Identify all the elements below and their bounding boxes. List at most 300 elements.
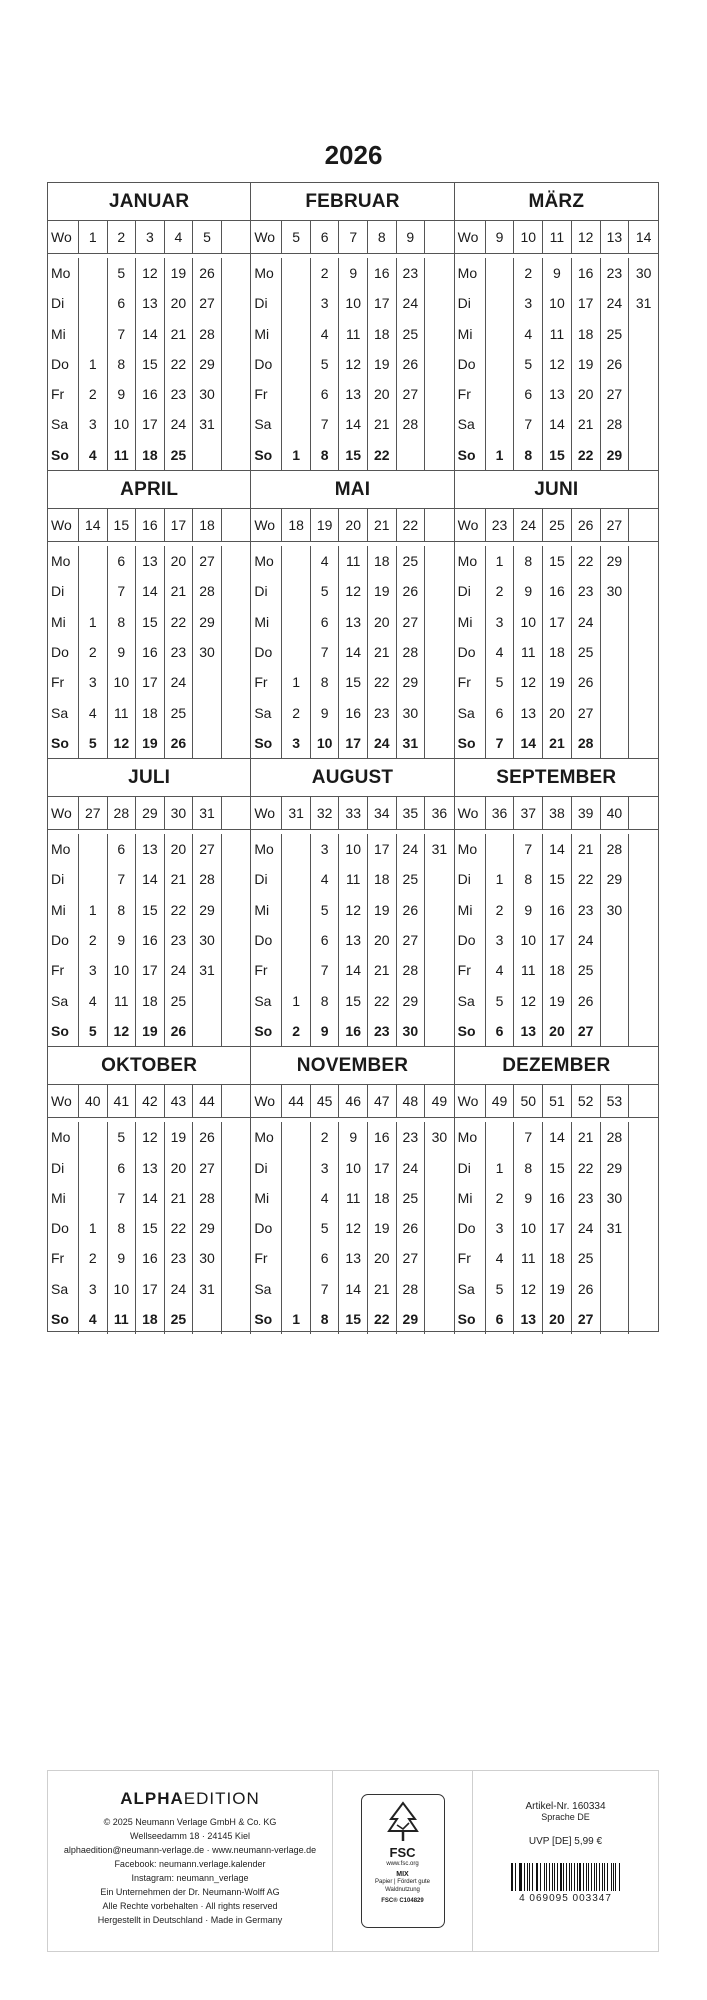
week-label: Wo (48, 1085, 79, 1117)
weekday-label: Mo (254, 1129, 274, 1146)
week-column (193, 1122, 222, 1334)
day-cell (282, 1243, 310, 1273)
week-number-row (48, 221, 250, 254)
week-column (397, 1122, 426, 1334)
day-cell (79, 1153, 107, 1183)
day-cell (222, 1304, 251, 1334)
day-cell: 16 (549, 583, 565, 600)
day-cell: 12 (142, 1129, 158, 1146)
day-cell (425, 1153, 454, 1183)
day-cell: 17 (549, 613, 565, 630)
day-cell (282, 834, 310, 864)
day-cell (425, 576, 454, 606)
day-cell: 8 (524, 553, 533, 570)
day-cell: 26 (606, 355, 623, 372)
day-cell: 5 (524, 355, 533, 372)
month-name: APRIL (48, 471, 250, 509)
barcode-bar (524, 1863, 525, 1891)
month-name: JUNI (455, 471, 658, 509)
week-column (601, 834, 630, 1046)
weekday-label-column (48, 546, 79, 758)
day-cell: 1 (495, 553, 504, 570)
day-cell (629, 728, 658, 758)
day-cell: 24 (373, 734, 390, 751)
week-column (543, 834, 572, 1046)
day-cell: 2 (88, 386, 97, 403)
barcode-bar (511, 1863, 512, 1891)
fsc-mix: MIX (396, 1871, 409, 1878)
day-cell: 24 (402, 295, 419, 312)
weekday-label: So (51, 1022, 69, 1039)
day-cell: 15 (345, 992, 361, 1009)
day-cell: 15 (549, 1159, 565, 1176)
weekday-label: Do (457, 355, 476, 372)
weekday-label: Mo (51, 553, 71, 570)
day-cell (425, 698, 454, 728)
day-cell (425, 1243, 454, 1273)
day-cell: 26 (199, 265, 215, 281)
day-cell: 25 (402, 325, 419, 342)
weekday-label: Mo (254, 553, 274, 570)
day-cell: 17 (373, 841, 390, 858)
day-cell: 6 (117, 295, 126, 312)
day-cell: 9 (553, 265, 561, 281)
barcode-bar (604, 1863, 606, 1891)
weekday-label: Do (51, 355, 69, 372)
day-cell: 25 (606, 325, 623, 342)
day-cell (222, 637, 251, 667)
day-cell (629, 925, 658, 955)
week-column (79, 258, 108, 470)
day-cell: 7 (320, 416, 329, 433)
weekday-label-column (455, 258, 486, 470)
weekday-label: So (457, 1022, 476, 1039)
weekday-label: Di (457, 295, 471, 312)
day-cell: 26 (577, 674, 594, 691)
day-cell (282, 895, 310, 925)
day-cell: 19 (373, 1220, 390, 1237)
day-cell (486, 1122, 514, 1152)
day-cell: 29 (402, 992, 419, 1009)
barcode-bar (563, 1863, 564, 1891)
day-cell: 21 (170, 1189, 187, 1206)
day-cell: 20 (373, 613, 390, 630)
barcode-bar (512, 1863, 513, 1891)
day-cell: 4 (320, 325, 329, 342)
day-grid (455, 254, 658, 470)
week-number-row (251, 509, 453, 542)
barcode-number: 4 069095 003347 (519, 1893, 612, 1904)
week-number: 19 (311, 509, 340, 541)
day-cell: 20 (170, 1159, 187, 1176)
week-column (543, 1122, 572, 1334)
week-number: 20 (339, 509, 368, 541)
weekday-label: Di (51, 295, 65, 312)
day-cell: 23 (373, 704, 390, 721)
weekday-label: Mi (51, 901, 66, 918)
day-cell: 30 (606, 583, 623, 600)
day-cell: 29 (199, 613, 215, 630)
day-cell: 9 (349, 265, 358, 281)
day-cell: 23 (373, 1022, 390, 1039)
weekday-label: Sa (457, 416, 475, 433)
barcode-bar (577, 1863, 578, 1891)
day-cell: 21 (373, 962, 390, 979)
day-cell: 31 (431, 841, 448, 858)
day-cell: 19 (549, 992, 565, 1009)
week-column (629, 1122, 658, 1334)
week-column (165, 834, 194, 1046)
day-cell (629, 1122, 658, 1152)
day-cell (629, 864, 658, 894)
day-cell: 4 (88, 992, 97, 1009)
weekday-label: Mo (254, 265, 274, 281)
day-cell: 16 (373, 1129, 390, 1146)
day-cell: 23 (402, 1129, 419, 1146)
week-number (425, 221, 454, 253)
weekday-label: Mo (457, 1129, 478, 1146)
day-cell: 28 (606, 1129, 623, 1146)
day-cell: 17 (373, 295, 390, 312)
day-cell (79, 1122, 107, 1152)
day-cell: 23 (606, 265, 623, 281)
day-cell: 10 (345, 295, 361, 312)
barcode-bar (591, 1863, 592, 1891)
imprint-line: Wellseedamm 18 · 24145 Kiel (130, 1831, 250, 1841)
week-number: 50 (514, 1085, 543, 1117)
day-cell: 27 (577, 1311, 594, 1328)
day-cell: 16 (345, 704, 361, 721)
week-column (397, 546, 426, 758)
day-cell: 14 (549, 841, 565, 858)
weekday-label-column (251, 834, 282, 1046)
week-column (222, 1122, 251, 1334)
day-cell: 31 (199, 962, 215, 979)
week-column (425, 1122, 454, 1334)
week-column (514, 546, 543, 758)
day-cell (629, 1183, 658, 1213)
day-cell (222, 349, 251, 379)
month-name: NOVEMBER (251, 1047, 453, 1085)
day-cell: 29 (606, 1159, 623, 1176)
week-column (368, 1122, 397, 1334)
barcode-bar (515, 1863, 516, 1891)
weekday-label: Mi (457, 901, 473, 918)
day-cell: 5 (117, 265, 126, 281)
day-cell: 15 (142, 901, 158, 918)
day-cell: 23 (577, 901, 594, 918)
week-number: 27 (79, 797, 108, 829)
week-number: 18 (282, 509, 311, 541)
day-cell: 3 (495, 1220, 504, 1237)
day-cell: 18 (142, 446, 158, 463)
day-cell: 8 (320, 674, 329, 691)
barcode-bar (574, 1863, 575, 1891)
day-cell: 25 (170, 446, 187, 463)
day-cell: 23 (170, 386, 187, 403)
week-number-row (48, 509, 250, 542)
day-cell: 11 (549, 325, 565, 342)
day-cell: 6 (320, 1250, 329, 1267)
imprint-text (48, 1815, 332, 1927)
day-cell: 7 (117, 583, 126, 600)
day-cell: 18 (549, 1250, 565, 1267)
week-column (629, 258, 658, 470)
day-cell (222, 925, 251, 955)
day-cell: 9 (320, 1022, 329, 1039)
day-cell: 22 (373, 674, 390, 691)
day-cell: 4 (88, 704, 97, 721)
week-number: 11 (543, 221, 572, 253)
day-cell: 18 (373, 1189, 390, 1206)
day-cell: 19 (373, 583, 390, 600)
day-cell (222, 834, 251, 864)
week-number: 30 (165, 797, 194, 829)
day-cell: 29 (199, 1220, 215, 1237)
weekday-label: Fr (51, 1250, 65, 1267)
week-column (108, 834, 137, 1046)
day-cell: 26 (199, 1129, 215, 1146)
weekday-label: Do (457, 932, 476, 949)
day-cell: 3 (320, 295, 329, 312)
week-number-row (251, 1085, 453, 1118)
day-cell: 1 (495, 871, 504, 888)
day-cell: 18 (142, 992, 158, 1009)
week-column (486, 258, 515, 470)
day-grid (48, 1118, 250, 1334)
week-number: 40 (601, 797, 630, 829)
day-cell: 28 (606, 841, 623, 858)
day-cell: 2 (524, 265, 533, 281)
barcode-bar (586, 1863, 587, 1891)
publisher-logo (48, 1789, 332, 1809)
month-august (251, 759, 454, 1047)
week-number-row (455, 221, 658, 254)
weekday-label: Di (51, 871, 65, 888)
day-cell: 16 (345, 1022, 361, 1039)
week-column (601, 546, 630, 758)
fsc-code: FSC® C104829 (381, 1898, 424, 1904)
day-cell: 4 (88, 1311, 97, 1328)
day-cell: 19 (142, 734, 158, 751)
day-cell: 3 (292, 734, 300, 751)
month-name: SEPTEMBER (455, 759, 658, 797)
day-cell: 17 (142, 962, 158, 979)
day-cell: 26 (577, 1280, 594, 1297)
day-cell: 31 (199, 1280, 215, 1297)
day-cell (629, 1153, 658, 1183)
day-cell: 15 (549, 871, 565, 888)
day-cell (222, 895, 251, 925)
weekday-label: Mi (457, 613, 473, 630)
weekday-label: So (51, 734, 69, 751)
week-column (543, 258, 572, 470)
day-cell (629, 319, 658, 349)
day-cell: 4 (320, 553, 329, 570)
weekday-label: Sa (254, 704, 272, 721)
day-cell (629, 440, 658, 470)
day-cell: 7 (524, 416, 533, 433)
day-cell: 5 (320, 901, 329, 918)
day-cell: 9 (349, 1129, 358, 1146)
imprint-line: alphaedition@neumann-verlage.de · www.neumann-verlage.de (63, 1845, 317, 1855)
day-cell: 12 (345, 355, 361, 372)
weekday-label: Do (457, 643, 476, 660)
week-column (339, 258, 368, 470)
week-number-row (455, 509, 658, 542)
day-cell (425, 319, 454, 349)
day-cell (486, 288, 514, 318)
weekday-label: Di (457, 1159, 471, 1176)
weekday-label-column (455, 834, 486, 1046)
day-cell (222, 864, 251, 894)
day-cell (601, 728, 629, 758)
week-label: Wo (455, 221, 486, 253)
day-cell: 5 (88, 1022, 97, 1039)
month-januar (48, 183, 251, 471)
day-cell: 18 (577, 325, 594, 342)
day-cell (425, 546, 454, 576)
day-cell: 14 (142, 325, 158, 342)
day-cell: 1 (88, 901, 97, 918)
day-cell (629, 895, 658, 925)
day-cell: 16 (373, 265, 390, 281)
day-cell: 8 (320, 446, 329, 463)
day-cell (193, 667, 221, 697)
week-number: 44 (282, 1085, 311, 1117)
day-cell: 25 (170, 1311, 187, 1328)
day-cell: 27 (577, 704, 594, 721)
day-cell (425, 895, 454, 925)
day-cell (601, 1304, 629, 1334)
week-column (79, 546, 108, 758)
day-cell (193, 986, 221, 1016)
day-cell: 2 (88, 1250, 97, 1267)
day-cell (425, 258, 454, 288)
day-cell: 6 (117, 841, 126, 858)
day-cell (629, 667, 658, 697)
week-column (368, 258, 397, 470)
week-column (193, 546, 222, 758)
week-number: 34 (368, 797, 397, 829)
day-cell: 11 (113, 446, 129, 463)
day-cell: 10 (113, 1280, 130, 1297)
week-column (514, 834, 543, 1046)
weekday-label: So (457, 1311, 476, 1328)
week-column (339, 546, 368, 758)
day-cell: 26 (577, 992, 594, 1009)
week-column (282, 546, 311, 758)
day-cell: 24 (606, 295, 623, 312)
month-name: AUGUST (251, 759, 453, 797)
week-number: 9 (486, 221, 515, 253)
article-number: Artikel-Nr. 160334 (525, 1801, 606, 1812)
day-cell: 7 (524, 1129, 533, 1146)
barcode-bar (619, 1863, 620, 1891)
weekday-label: Mi (254, 901, 270, 918)
weekday-label: Fr (254, 1250, 268, 1267)
week-column (601, 258, 630, 470)
week-column (165, 546, 194, 758)
barcode-bar (536, 1863, 537, 1891)
day-cell: 20 (549, 704, 565, 721)
day-cell: 1 (292, 674, 300, 691)
day-cell (193, 440, 221, 470)
day-cell: 6 (524, 386, 533, 403)
week-number: 3 (136, 221, 165, 253)
weekday-label: Do (457, 1220, 476, 1237)
day-cell: 11 (345, 871, 361, 888)
day-cell: 18 (373, 871, 390, 888)
day-cell: 8 (320, 992, 329, 1009)
day-cell: 4 (88, 446, 97, 463)
day-cell: 14 (142, 583, 158, 600)
day-grid (48, 830, 250, 1046)
day-cell (79, 834, 107, 864)
day-cell: 4 (495, 962, 504, 979)
weekday-label: Mi (254, 1189, 270, 1206)
week-number: 4 (165, 221, 194, 253)
week-number: 38 (543, 797, 572, 829)
week-number (629, 509, 658, 541)
week-column (136, 546, 165, 758)
weekday-label: Sa (457, 1280, 475, 1297)
day-cell: 10 (316, 734, 333, 751)
day-cell: 6 (320, 613, 329, 630)
week-number: 1 (79, 221, 108, 253)
barcode-bar (602, 1863, 603, 1891)
day-cell (629, 379, 658, 409)
day-cell: 29 (199, 355, 215, 372)
day-cell (282, 319, 310, 349)
day-cell: 30 (199, 643, 215, 660)
day-cell: 1 (495, 446, 504, 463)
week-number (629, 1085, 658, 1117)
day-cell: 25 (577, 962, 594, 979)
day-cell: 24 (577, 932, 594, 949)
day-cell: 17 (549, 1220, 565, 1237)
day-cell: 8 (524, 446, 533, 463)
day-cell: 19 (549, 1280, 565, 1297)
day-cell (282, 1213, 310, 1243)
day-cell: 7 (320, 643, 329, 660)
day-cell: 12 (520, 992, 537, 1009)
week-column (368, 834, 397, 1046)
day-cell (282, 576, 310, 606)
week-column (108, 1122, 137, 1334)
barcode-bar (552, 1863, 553, 1891)
imprint-footer (47, 1770, 659, 1952)
day-cell: 13 (345, 932, 361, 949)
week-number: 42 (136, 1085, 165, 1117)
weekday-label: Do (254, 643, 273, 660)
week-label: Wo (251, 509, 282, 541)
weekday-label: Mi (254, 325, 270, 342)
day-cell: 2 (320, 265, 329, 281)
day-cell (282, 288, 310, 318)
day-cell: 24 (402, 841, 419, 858)
week-number-row (251, 797, 453, 830)
weekday-label: So (254, 1022, 273, 1039)
day-cell: 1 (292, 1311, 300, 1328)
day-grid (251, 542, 453, 758)
week-number: 21 (368, 509, 397, 541)
day-cell: 16 (142, 386, 158, 403)
week-column (222, 546, 251, 758)
weekday-label: Do (51, 932, 69, 949)
week-number: 49 (486, 1085, 515, 1117)
day-cell (425, 1213, 454, 1243)
